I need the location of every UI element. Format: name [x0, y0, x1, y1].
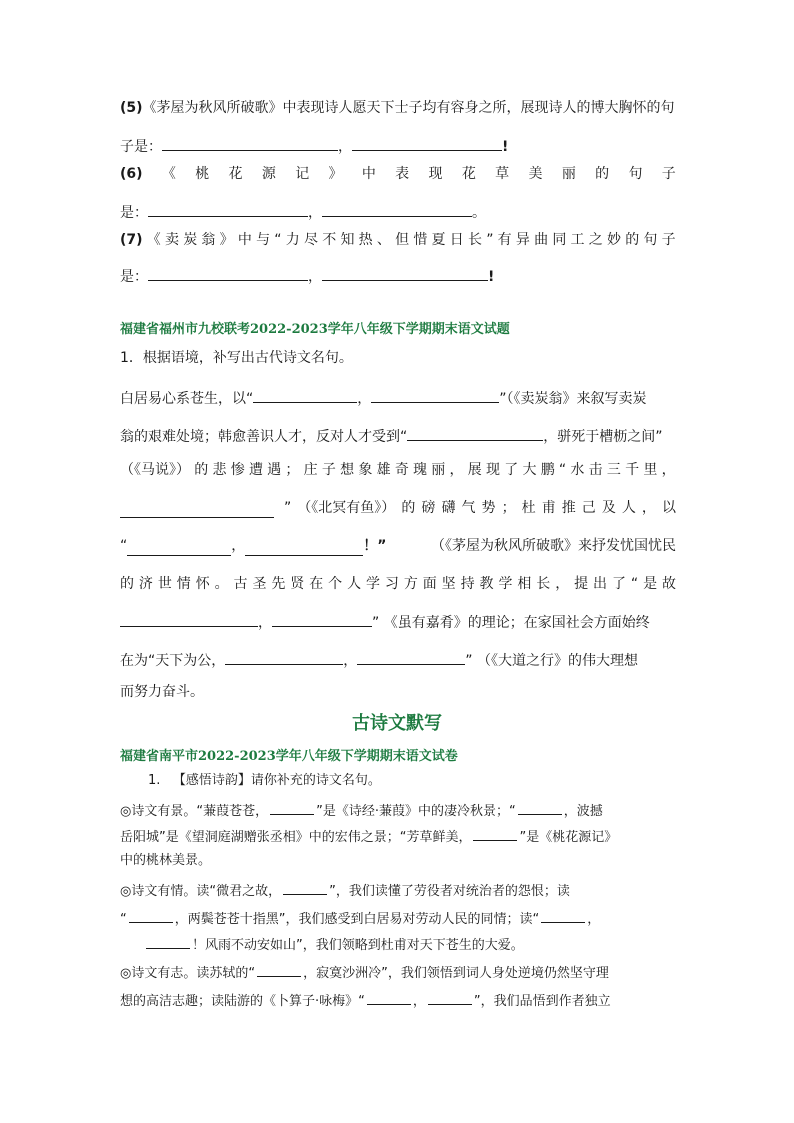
- question-7-line-2: 是： ， !: [120, 264, 676, 287]
- text-char: 展: [467, 462, 482, 478]
- text-char: 持: [460, 576, 475, 592]
- text-char: 磅: [421, 500, 436, 516]
- text-char: 句: [643, 232, 658, 248]
- text-char: 异: [515, 232, 530, 248]
- answer-blank[interactable]: [120, 501, 274, 518]
- text-char: 学: [498, 576, 513, 592]
- text-char: 表: [395, 166, 410, 182]
- text-char: 中: [361, 166, 376, 182]
- question-6-line-1: [120, 164, 676, 184]
- text-char: ；: [285, 462, 300, 478]
- paragraph-line: [120, 460, 676, 480]
- text-char: 现: [485, 462, 500, 478]
- text-char: 不: [322, 232, 337, 248]
- text-char: 在: [309, 576, 324, 592]
- answer-blank[interactable]: [270, 800, 314, 815]
- answer-blank[interactable]: [371, 386, 499, 403]
- text-char: 鹏: [540, 462, 555, 478]
- text-char: 丽: [561, 166, 576, 182]
- text-char: 子: [661, 166, 676, 182]
- text-char: 了: [504, 462, 519, 478]
- text-char: 草: [495, 166, 510, 182]
- paragraph-line: 翁的艰难处境；韩愈善识人才，反对人才受到“ ，骈死于槽枥之间”: [120, 424, 676, 447]
- text-char: 千: [625, 462, 640, 478]
- text-char: 中: [237, 232, 252, 248]
- text-char: 以: [661, 500, 676, 516]
- text-char: 古: [233, 576, 248, 592]
- answer-blank[interactable]: [162, 134, 338, 151]
- question-1: 1. 【感悟诗韵】请你补充的诗文名句。: [148, 773, 381, 788]
- text-char: （《北冥有鱼》）: [297, 500, 396, 516]
- answer-blank[interactable]: [518, 800, 562, 815]
- question-5-line-1: [120, 98, 676, 118]
- text-char: 情: [176, 576, 191, 592]
- text-char: 花: [228, 166, 243, 182]
- text-char: 及: [601, 500, 616, 516]
- answer-blank[interactable]: [283, 880, 327, 895]
- text-char: 教: [479, 576, 494, 592]
- text-char: 卖: [164, 232, 179, 248]
- text-char: 的: [401, 500, 416, 516]
- text-char: 是: [643, 576, 658, 592]
- answer-blank[interactable]: [146, 934, 190, 949]
- text-char: 惨: [230, 462, 245, 478]
- text-char: ”: [486, 232, 494, 248]
- text-char: 想: [340, 462, 355, 478]
- text-char: 。: [214, 576, 229, 592]
- section-heading: 福建省南平市2022-2023学年八年级下学期期末语文试卷: [120, 749, 458, 764]
- text-char: 的: [625, 232, 640, 248]
- paragraph-line: “ ， ！” （《茅屋为秋风所破歌》来抒发忧国忧民: [120, 538, 676, 554]
- text-char: 》: [328, 166, 343, 182]
- answer-blank[interactable]: [148, 264, 308, 281]
- text-char: （《马说》）: [120, 462, 190, 478]
- text-char: 、: [376, 232, 391, 248]
- answer-blank[interactable]: [322, 200, 472, 217]
- text-char: 势: [481, 500, 496, 516]
- text-char: 个: [328, 576, 343, 592]
- text-char: ，: [641, 500, 656, 516]
- text-char: 但: [395, 232, 410, 248]
- answer-blank[interactable]: [367, 990, 411, 1005]
- text-char: 三: [606, 462, 621, 478]
- text-char: 现: [428, 166, 443, 182]
- question-number: (5): [120, 100, 143, 116]
- text-char: 妙: [606, 232, 621, 248]
- text-char: 丽: [431, 462, 446, 478]
- page-title: 古诗文默写: [352, 713, 442, 734]
- question-1: 1．根据语境，补写出古代诗文名句。: [120, 350, 353, 366]
- text-char: 美: [528, 166, 543, 182]
- text-char: (7): [120, 232, 143, 248]
- text-char: 知: [340, 232, 355, 248]
- text-char: 《: [161, 166, 176, 182]
- text-char: ，: [661, 462, 676, 478]
- text-char: 习: [384, 576, 399, 592]
- text-char: 学: [365, 576, 380, 592]
- paragraph-line: 而努力奋斗。: [120, 684, 204, 700]
- answer-blank[interactable]: [127, 539, 231, 556]
- question-6-line-2: 是： ， 。: [120, 200, 676, 223]
- answer-blank[interactable]: [225, 648, 343, 665]
- text-char: ；: [501, 500, 516, 516]
- text-char: ，: [449, 462, 464, 478]
- section-heading: 福建省福州市九校联考2022-2023学年八年级下学期期末语文试题: [120, 322, 510, 337]
- text-char: 人: [347, 576, 362, 592]
- text-char: 《: [146, 232, 161, 248]
- text-char: (6): [120, 166, 143, 182]
- text-char: 》: [219, 232, 234, 248]
- text-char: 炭: [183, 232, 198, 248]
- text-char: “: [274, 232, 282, 248]
- text-char: 怀: [195, 576, 210, 592]
- text-char: 甫: [541, 500, 556, 516]
- text-char: 方: [403, 576, 418, 592]
- text-char: 象: [358, 462, 373, 478]
- text-char: 雄: [376, 462, 391, 478]
- text-char: 面: [422, 576, 437, 592]
- text-char: 坚: [441, 576, 456, 592]
- answer-blank[interactable]: [322, 264, 488, 281]
- text-char: 礴: [441, 500, 456, 516]
- text-char: 惜: [413, 232, 428, 248]
- text-char: 记: [295, 166, 310, 182]
- text-char: 出: [593, 576, 608, 592]
- text-char: 同: [552, 232, 567, 248]
- text-char: 子: [321, 462, 336, 478]
- answer-blank[interactable]: [257, 962, 301, 977]
- text-char: 句: [628, 166, 643, 182]
- text-char: 圣: [252, 576, 267, 592]
- text-char: 大: [522, 462, 537, 478]
- text-char: 的: [595, 166, 610, 182]
- text-char: 悲: [212, 462, 227, 478]
- text-char: 夏: [431, 232, 446, 248]
- text-char: 与: [256, 232, 271, 248]
- question-5-line-2: 子是： ， !: [120, 134, 676, 157]
- paragraph-line: [120, 574, 676, 594]
- answer-blank[interactable]: [272, 610, 372, 627]
- text-char: 了: [611, 576, 626, 592]
- text-char: 尽: [304, 232, 318, 248]
- answer-blank[interactable]: [352, 134, 502, 151]
- text-char: 曲: [534, 232, 549, 248]
- answer-blank[interactable]: [473, 826, 517, 841]
- paragraph-line: [120, 498, 676, 518]
- text-char: 的: [120, 576, 134, 592]
- text-char: 源: [261, 166, 276, 182]
- text-char: 击: [588, 462, 603, 478]
- text-char: 里: [643, 462, 658, 478]
- text-char: 庄: [303, 462, 318, 478]
- text-char: 遭: [248, 462, 263, 478]
- text-char: 翁: [201, 232, 216, 248]
- text-char: ”: [284, 500, 292, 516]
- text-char: 人: [621, 500, 636, 516]
- answer-blank[interactable]: [129, 908, 173, 923]
- text-char: 气: [461, 500, 476, 516]
- question-stem: 《茅屋为秋风所破歌》中表现诗人愿天下士子均有容身之所，展现诗人的博大胸怀的句: [142, 100, 675, 116]
- answer-blank[interactable]: [120, 610, 258, 627]
- text-char: 世: [157, 576, 172, 592]
- text-char: 长: [467, 232, 482, 248]
- text-char: ，: [555, 576, 570, 592]
- text-char: 热: [358, 232, 373, 248]
- text-char: 推: [561, 500, 576, 516]
- text-char: 瑰: [413, 462, 428, 478]
- paragraph-line: ◎诗文有景。“蒹葭苍苍， ”是《诗经·蒹葭》中的凄冷秋景；“ ，波撼: [120, 800, 676, 821]
- answer-blank[interactable]: [253, 386, 357, 403]
- answer-blank[interactable]: [541, 908, 585, 923]
- text-char: 己: [581, 500, 596, 516]
- paragraph-line: ！风雨不动安如山”，我们领略到杜甫对天下苍生的大爱。: [120, 934, 676, 955]
- text-char: 遇: [267, 462, 282, 478]
- paragraph-line: 中的桃林美景。: [120, 853, 212, 868]
- answer-blank[interactable]: [357, 648, 465, 665]
- text-char: 故: [662, 576, 676, 592]
- question-7-line-1: [120, 230, 676, 250]
- text-char: 提: [574, 576, 589, 592]
- text-char: 的: [194, 462, 209, 478]
- text-char: 子: [661, 232, 676, 248]
- text-char: 花: [461, 166, 476, 182]
- answer-blank[interactable]: [148, 200, 308, 217]
- text-char: 长: [536, 576, 551, 592]
- paragraph-line: “ ，两鬓苍苍十指黑”，我们感受到白居易对劳动人民的同情；读“ ，: [120, 908, 676, 929]
- text-char: “: [558, 462, 567, 478]
- paragraph-line: ， ” 《虽有嘉肴》的理论；在家国社会方面始终: [120, 610, 676, 633]
- text-char: 杜: [521, 500, 536, 516]
- text-char: 济: [138, 576, 153, 592]
- text-char: 水: [570, 462, 585, 478]
- text-char: 有: [497, 232, 512, 248]
- paragraph-line: 想的高洁志趣；读陆游的《卜算子·咏梅》“ ， ”，我们品悟到作者独立: [120, 990, 676, 1011]
- answer-blank[interactable]: [428, 990, 472, 1005]
- text-char: 日: [449, 232, 464, 248]
- text-char: 奇: [394, 462, 409, 478]
- text-char: 相: [517, 576, 532, 592]
- text-char: 之: [588, 232, 603, 248]
- text-char: 贤: [290, 576, 305, 592]
- paragraph-line: ◎诗文有志。读苏轼的“ ，寂寞沙洲冷”，我们领悟到词人身处逆境仍然坚守理: [120, 962, 676, 983]
- text-char: 工: [570, 232, 585, 248]
- text-char: “: [630, 576, 639, 592]
- text-char: 力: [285, 232, 300, 248]
- answer-blank[interactable]: [245, 539, 363, 556]
- answer-blank[interactable]: [407, 424, 543, 441]
- paragraph-line: 岳阳城”是《望洞庭湖赠张丞相》中的宏伟之景；“芳草鲜美， ”是《桃花源记》: [120, 826, 676, 847]
- paragraph-line: 白居易心系苍生，以“ ， ”（《卖炭翁》来叙写卖炭: [120, 386, 676, 409]
- text-char: 桃: [195, 166, 210, 182]
- text-char: 先: [271, 576, 286, 592]
- paragraph-line: 在为“天下为公， ， ” （《大道之行》的伟大理想: [120, 648, 676, 671]
- paragraph-line: ◎诗文有情。读“微君之故， ”，我们读懂了劳役者对统治者的怨恨；读: [120, 880, 676, 901]
